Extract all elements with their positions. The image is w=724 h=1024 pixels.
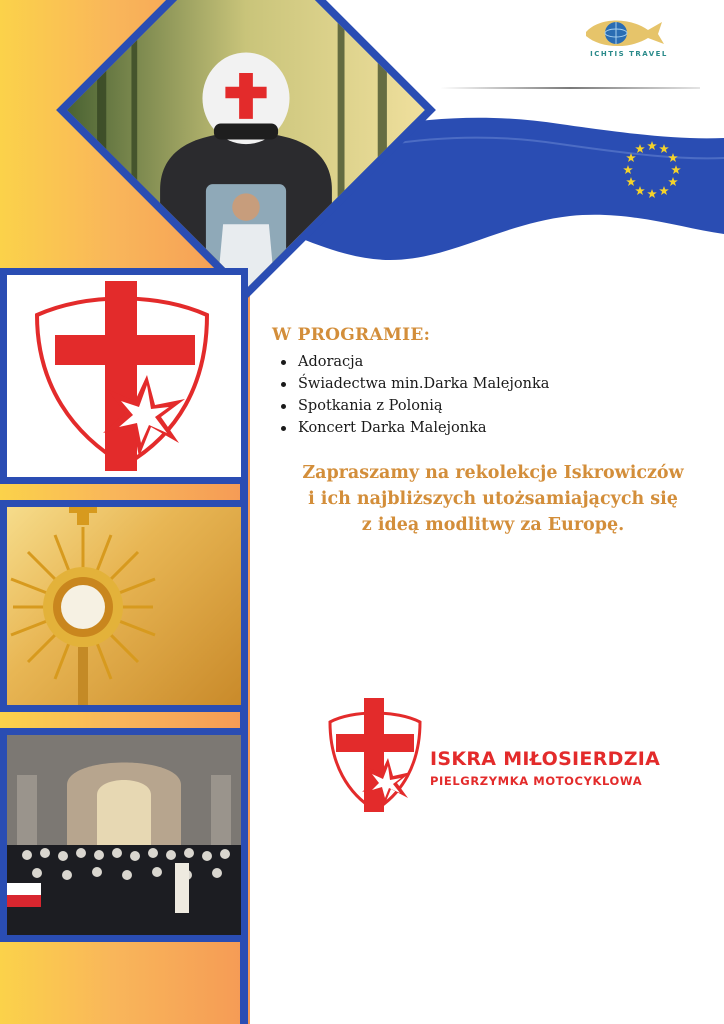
pilgrim-group-photo-panel [0,728,248,942]
invitation-text [262,460,724,538]
monstrance-photo-panel [0,500,248,712]
iskra-cross-shield-icon [7,275,241,477]
iskra-subtitle: PIELGRZYMKA MOTOCYKLOWA [430,774,643,788]
iskra-title: ISKRA MIŁOSIERDZIA [430,748,661,770]
biker-photo-diamond [76,0,416,280]
header-divider [440,87,700,89]
invitation-line: i ich najbliższych utożsamiających się [308,489,678,509]
cross-logo-panel [0,268,248,484]
list-item: Świadectwa min.Darka Malejonka [272,373,712,395]
program-title: W PROGRAMIE: [272,325,431,345]
list-item: Spotkania z Polonią [272,395,712,417]
list-item: Adoracja [272,351,712,373]
program-list [272,351,712,439]
iskra-cross-shield-icon [322,694,427,816]
invitation-line: Zapraszamy na rekolekcje Iskrowiczów [302,463,684,483]
program-section [272,325,712,439]
list-item: Koncert Darka Malejonka [272,417,712,439]
invitation-line: z ideą modlitwy za Europę. [361,515,625,535]
brand-name: ICHTIS TRAVEL [590,50,668,58]
